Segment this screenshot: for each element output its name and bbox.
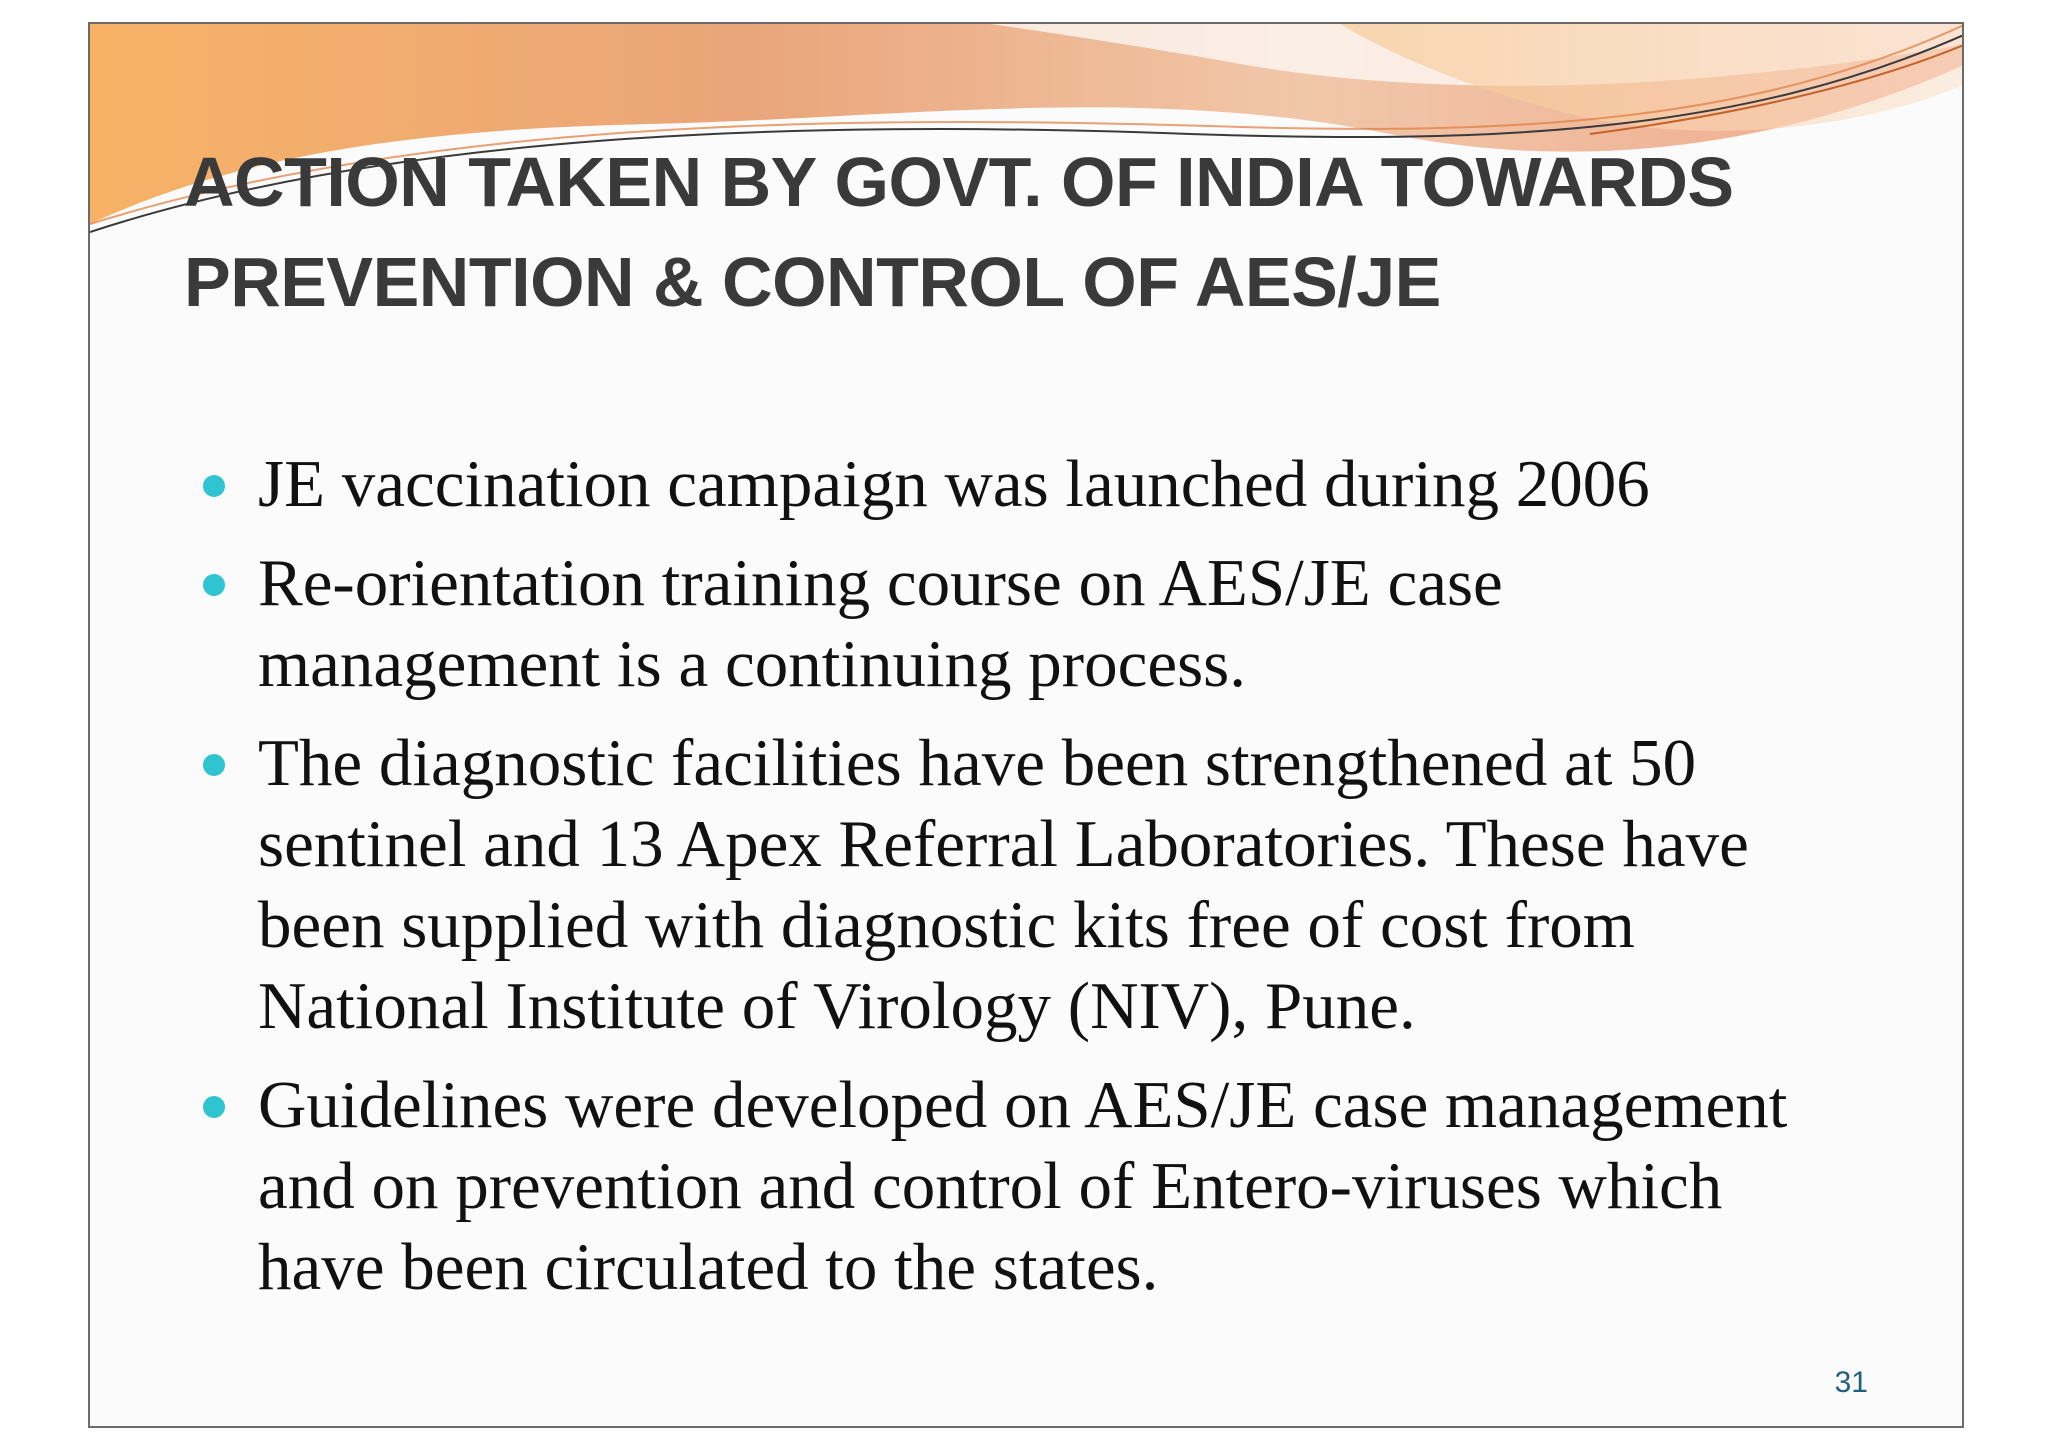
bullet-dot-icon	[203, 574, 225, 596]
bullet-dot-icon	[203, 475, 225, 497]
bullet-text-line: The diagnostic facilities have been strengthened at 50	[258, 726, 1697, 800]
title-line: ACTION TAKEN BY GOVT. OF INDIA TOWARDS	[184, 143, 1734, 221]
bullet-item	[258, 723, 1908, 1047]
bullet-item	[258, 444, 1908, 525]
slide-title	[184, 132, 1884, 332]
bullet-text-line: JE vaccination campaign was launched during 2006	[258, 447, 1650, 521]
bullet-dot-icon	[203, 1096, 225, 1118]
page-number: 31	[1834, 1366, 1868, 1399]
bullet-text-line: Guidelines were developed on AES/JE case management	[258, 1068, 1788, 1142]
bullet-text-line: sentinel and 13 Apex Referral Laboratories. These have	[258, 807, 1749, 881]
bullet-text-line: and on prevention and control of Entero-viruses which	[258, 1149, 1723, 1223]
bullet-text-line: Re-orientation training course on AES/JE case	[258, 546, 1503, 620]
bullet-item	[258, 543, 1908, 705]
slide	[88, 22, 1964, 1428]
bullet-text-line: National Institute of Virology (NIV), Pune.	[258, 969, 1416, 1043]
bullet-text-line: management is a continuing process.	[258, 627, 1246, 701]
bullet-item	[258, 1065, 1908, 1308]
title-line: PREVENTION & CONTROL OF AES/JE	[184, 243, 1441, 321]
bullet-list	[258, 444, 1908, 1326]
bullet-text-line: have been circulated to the states.	[258, 1230, 1159, 1304]
bullet-dot-icon	[203, 754, 225, 776]
bullet-text-line: been supplied with diagnostic kits free of cost from	[258, 888, 1635, 962]
